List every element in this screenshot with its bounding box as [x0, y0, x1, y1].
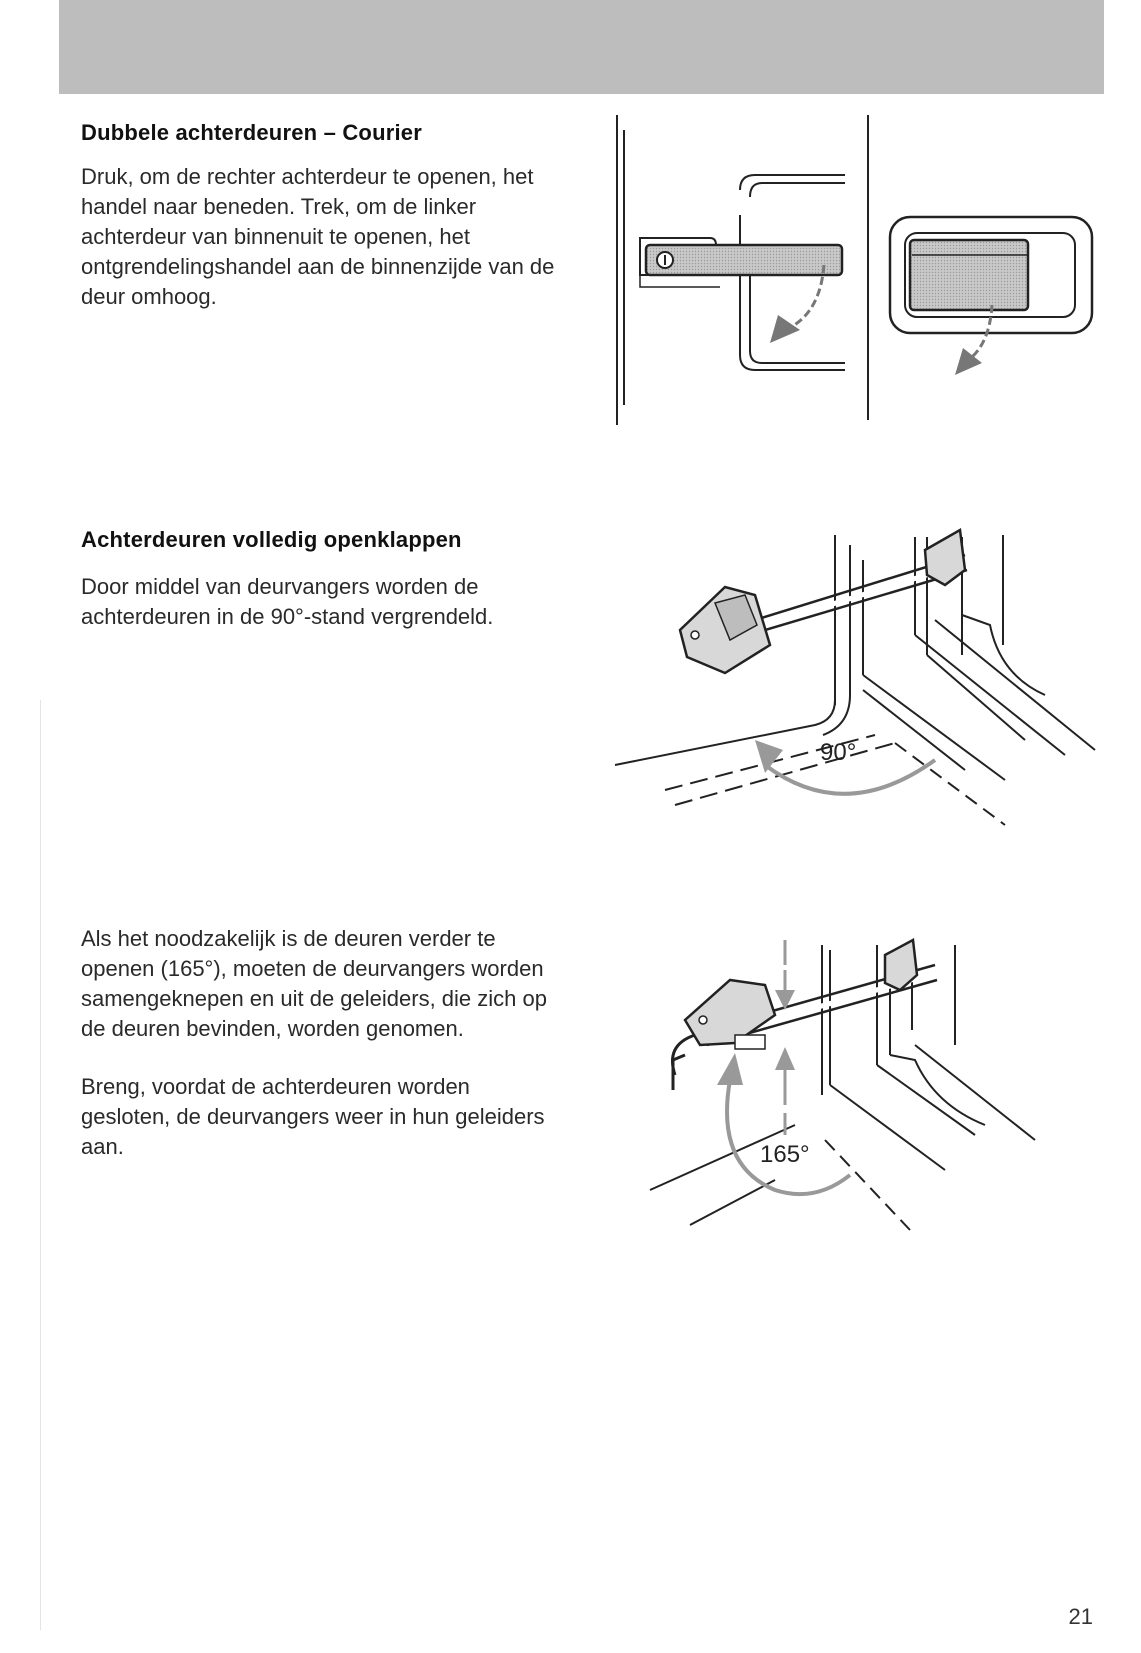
section-text-courier-doors: Druk, om de rechter achterdeur te openen, het handel naar beneden. Trek, om de linker achterdeur van binnenuit te openen, het ontgrendelingshandel aan de binnenzijde van de deur omhoog.: [81, 164, 555, 309]
check-strap-165-illustration: [645, 935, 1075, 1265]
header-bar: [59, 0, 1104, 94]
margin-line: [40, 700, 41, 1630]
angle-90-label: 90°: [820, 739, 857, 766]
section-text-closing-note: Breng, voordat de achterdeuren worden gesloten, de deurvangers weer in hun geleiders aan.: [81, 1074, 545, 1159]
check-strap-90-illustration: [605, 525, 1105, 845]
section-text-165-opening: Als het noodzakelijk is de deuren verder te openen (165°), moeten de deurvangers worden samengeknepen en uit de geleiders, die zich op de deuren bevinden, worden genomen.: [81, 926, 547, 1041]
page-number: 21: [1068, 1604, 1093, 1629]
outer-handle-icon: [640, 175, 845, 370]
angle-165-label: 165°: [760, 1141, 810, 1168]
inner-release-handle-icon: [890, 217, 1092, 375]
section-heading-courier-doors: Dubbele achterdeuren – Courier: [81, 120, 422, 145]
section-text-full-opening: Door middel van deurvangers worden de achterdeuren in de 90°-stand vergrendeld.: [81, 574, 494, 629]
door-handles-illustration: [610, 115, 1100, 425]
section-heading-full-opening: Achterdeuren volledig openklappen: [81, 527, 462, 552]
